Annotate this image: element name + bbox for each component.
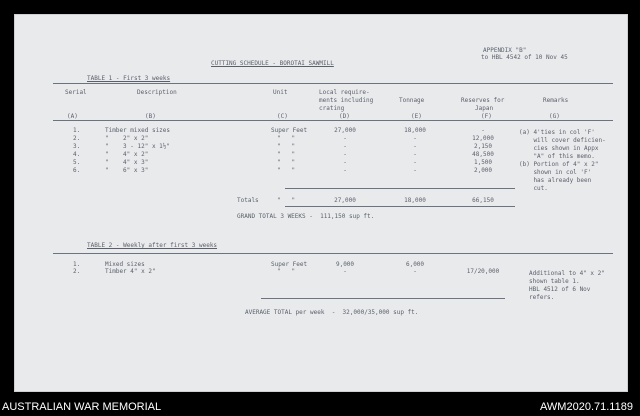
table-row-unit: " " bbox=[277, 159, 296, 166]
remark-line: refers. bbox=[529, 294, 555, 301]
totals-local: 27,000 bbox=[334, 197, 356, 204]
table-row-description: " 4" x 2" bbox=[105, 151, 149, 158]
table2-top-rule bbox=[53, 253, 613, 254]
archive-credit: AUSTRALIAN WAR MEMORIAL bbox=[2, 401, 162, 413]
remark-line: will cover deficien- bbox=[519, 137, 606, 144]
table-row-unit: " " bbox=[277, 268, 296, 275]
table1-header-rule bbox=[53, 120, 613, 121]
remark-line: (b) Portion of 4" x 2" bbox=[519, 161, 599, 168]
table-row-unit: Super Feet bbox=[271, 261, 308, 268]
table-row-unit: " " bbox=[277, 151, 296, 158]
col-letter-g: (G) bbox=[549, 113, 560, 120]
col-letter-a: (A) bbox=[67, 113, 78, 120]
table-row-serial: 1. bbox=[73, 127, 81, 134]
table-row-local: - bbox=[343, 151, 347, 158]
totals-unit: " " bbox=[277, 197, 296, 204]
table-row-unit: Super Feet bbox=[271, 127, 308, 134]
table-row-local: - bbox=[343, 135, 347, 142]
average-top-rule bbox=[261, 298, 505, 299]
table-row-local: 27,000 bbox=[334, 127, 356, 134]
table-row-serial: 6. bbox=[73, 167, 81, 174]
header-description: Description bbox=[137, 89, 177, 96]
remark-line: (a) 4'ties in col 'F' bbox=[519, 129, 595, 136]
appendix-label: APPENDIX "B" bbox=[483, 47, 527, 54]
totals-bottom-rule bbox=[285, 206, 515, 207]
table-row-serial: 1. bbox=[73, 261, 81, 268]
table1-top-rule bbox=[53, 83, 613, 84]
totals-tonnage: 18,000 bbox=[404, 197, 426, 204]
table-row-reserves: 2,000 bbox=[473, 167, 493, 174]
table-row-description: " 6" x 3" bbox=[105, 167, 149, 174]
table-row-tonnage: - bbox=[413, 268, 417, 275]
archive-id: AWM2020.71.1189 bbox=[540, 401, 633, 413]
table-row-description: " 3 - 12" x 1½" bbox=[105, 143, 171, 150]
table-row-serial: 4. bbox=[73, 151, 81, 158]
header-unit: Unit bbox=[273, 89, 288, 96]
document-page bbox=[14, 14, 628, 392]
col-letter-b: (B) bbox=[145, 113, 156, 120]
table-row-description: Mixed sizes bbox=[105, 261, 145, 268]
table-row-description: " 2" x 2" bbox=[105, 135, 149, 142]
table-row-serial: 2. bbox=[73, 268, 81, 275]
header-local-line3: crating bbox=[319, 105, 345, 112]
average-total: AVERAGE TOTAL per week - 32,000/35,000 sup ft. bbox=[245, 309, 419, 316]
totals-label: Totals bbox=[237, 197, 259, 204]
table-row-reserves: 1,500 bbox=[473, 159, 493, 166]
table-row-reserves: 2,150 bbox=[473, 143, 493, 150]
table-row-local: - bbox=[343, 167, 347, 174]
table2-title: TABLE 2 - Weekly after first 3 weeks bbox=[87, 242, 218, 249]
table-row-reserves: 12,000 bbox=[472, 135, 494, 142]
table-row-tonnage: 6,000 bbox=[405, 261, 425, 268]
table-row-tonnage: - bbox=[413, 159, 417, 166]
table-row-description: Timber 4" x 2" bbox=[105, 268, 156, 275]
remark-line: shown in col 'F' bbox=[519, 169, 592, 176]
remark-line: shown table 1. bbox=[529, 278, 580, 285]
table1-title: TABLE 1 - First 3 weeks bbox=[87, 75, 171, 82]
table-row-serial: 2. bbox=[73, 135, 81, 142]
table-row-reserves: 17/20,000 bbox=[466, 268, 500, 275]
remark-line: Additional to 4" x 2" bbox=[529, 270, 605, 277]
header-reserves-line2: Japan bbox=[475, 105, 494, 112]
totals-top-rule bbox=[285, 188, 515, 189]
remark-line: cut. bbox=[519, 185, 548, 192]
header-reserves-line1: Reserves for bbox=[461, 97, 505, 104]
table-row-reserves: 48,500 bbox=[472, 151, 494, 158]
table-row-local: - bbox=[343, 143, 347, 150]
table-row-serial: 3. bbox=[73, 143, 81, 150]
remark-line: "A" of this memo. bbox=[519, 153, 595, 160]
table-row-unit: " " bbox=[277, 167, 296, 174]
totals-reserves: 66,150 bbox=[472, 197, 494, 204]
col-letter-c: (C) bbox=[277, 113, 288, 120]
table-row-reserves: - bbox=[481, 127, 485, 134]
col-letter-d: (D) bbox=[339, 113, 350, 120]
table-row-serial: 5. bbox=[73, 159, 81, 166]
table-row-description: " 4" x 3" bbox=[105, 159, 149, 166]
col-letter-f: (F) bbox=[481, 113, 492, 120]
header-serial: Serial bbox=[65, 89, 87, 96]
table-row-local: - bbox=[343, 268, 347, 275]
reference-line: to HBL 4542 of 10 Nov 45 bbox=[481, 54, 568, 61]
grand-total: GRAND TOTAL 3 WEEKS - 111,150 sup ft. bbox=[237, 213, 375, 220]
remark-line: has already been bbox=[519, 177, 592, 184]
table-row-tonnage: - bbox=[413, 135, 417, 142]
table-row-description: Timber mixed sizes bbox=[105, 127, 171, 134]
table-row-tonnage: - bbox=[413, 151, 417, 158]
col-letter-e: (E) bbox=[411, 113, 422, 120]
header-local-line1: Local require- bbox=[319, 89, 370, 96]
table-row-local: - bbox=[343, 159, 347, 166]
table-row-tonnage: - bbox=[413, 167, 417, 174]
table-row-unit: " " bbox=[277, 143, 296, 150]
remark-line: cies shown in Appx bbox=[519, 145, 599, 152]
header-remarks: Remarks bbox=[543, 97, 569, 104]
table-row-local: 9,000 bbox=[335, 261, 355, 268]
header-local-line2: ments including bbox=[319, 97, 374, 104]
table-row-tonnage: 18,000 bbox=[404, 127, 426, 134]
header-tonnage: Tonnage bbox=[399, 97, 425, 104]
page-title: CUTTING SCHEDULE - BOROTAI SAWMILL bbox=[211, 60, 334, 67]
table-row-unit: " " bbox=[277, 135, 296, 142]
remark-line: HBL 4512 of 6 Nov bbox=[529, 286, 591, 293]
table-row-tonnage: - bbox=[413, 143, 417, 150]
